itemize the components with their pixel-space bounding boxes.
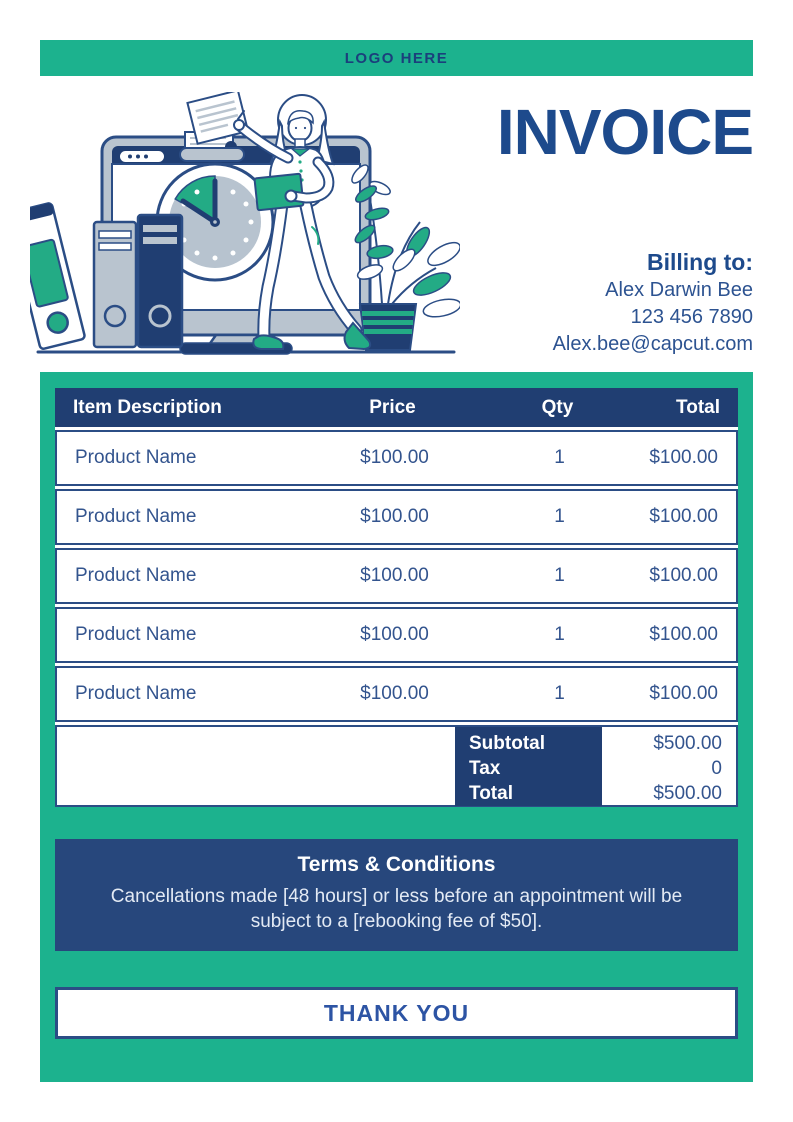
terms-box [55, 839, 738, 951]
billing-email: Alex.bee@capcut.com [552, 333, 753, 355]
table-row [55, 666, 738, 722]
cell-description: Product Name [75, 506, 197, 527]
cell-price: $100.00 [360, 447, 429, 468]
subtotal-value: $500.00 [653, 733, 722, 754]
thank-you-banner [55, 987, 738, 1039]
cell-qty: 1 [554, 624, 565, 645]
tax-label: Tax [469, 758, 501, 779]
cell-total: $100.00 [649, 624, 718, 645]
cell-total: $100.00 [649, 683, 718, 704]
logo-bar [40, 40, 753, 76]
invoice-illustration [30, 92, 460, 357]
cell-qty: 1 [554, 506, 565, 527]
cell-qty: 1 [554, 565, 565, 586]
cell-price: $100.00 [360, 683, 429, 704]
thank-you-text: THANK YOU [323, 999, 470, 1026]
cell-total: $100.00 [649, 506, 718, 527]
total-value: $500.00 [653, 783, 722, 804]
items-table [55, 388, 738, 807]
invoice-panel [40, 372, 753, 1082]
summary-box [55, 725, 738, 807]
total-label: Total [469, 783, 513, 804]
page-title: INVOICE [496, 96, 753, 168]
cell-description: Product Name [75, 624, 197, 645]
table-row [55, 489, 738, 545]
cell-price: $100.00 [360, 624, 429, 645]
tax-value: 0 [711, 758, 722, 779]
header-total: Total [676, 396, 720, 418]
billing-phone: 123 456 7890 [630, 306, 753, 328]
table-row [55, 430, 738, 486]
header-price: Price [369, 396, 416, 418]
billing-label: Billing to: [646, 249, 753, 275]
logo-text: LOGO HERE [344, 49, 449, 67]
header-item-description: Item Description [73, 396, 222, 418]
cell-qty: 1 [554, 447, 565, 468]
terms-body: Cancellations made [48 hours] or less before an appointment will be subject to a [rebooking fee of $50]. [110, 886, 683, 933]
terms-title: Terms & Conditions [297, 853, 496, 876]
cell-price: $100.00 [360, 565, 429, 586]
cell-total: $100.00 [649, 565, 718, 586]
billing-block [553, 247, 753, 358]
summary-spacer [57, 727, 455, 806]
header-qty: Qty [541, 396, 574, 418]
table-row [55, 607, 738, 663]
cell-price: $100.00 [360, 506, 429, 527]
table-header-row [55, 388, 738, 427]
billing-name: Alex Darwin Bee [605, 279, 753, 301]
table-row [55, 548, 738, 604]
summary-labels [455, 727, 602, 806]
binders-icon [30, 203, 182, 350]
cell-total: $100.00 [649, 447, 718, 468]
cell-description: Product Name [75, 565, 197, 586]
cell-description: Product Name [75, 683, 197, 704]
cell-qty: 1 [554, 683, 565, 704]
cell-description: Product Name [75, 447, 197, 468]
summary-values [602, 727, 736, 806]
subtotal-label: Subtotal [469, 733, 545, 754]
